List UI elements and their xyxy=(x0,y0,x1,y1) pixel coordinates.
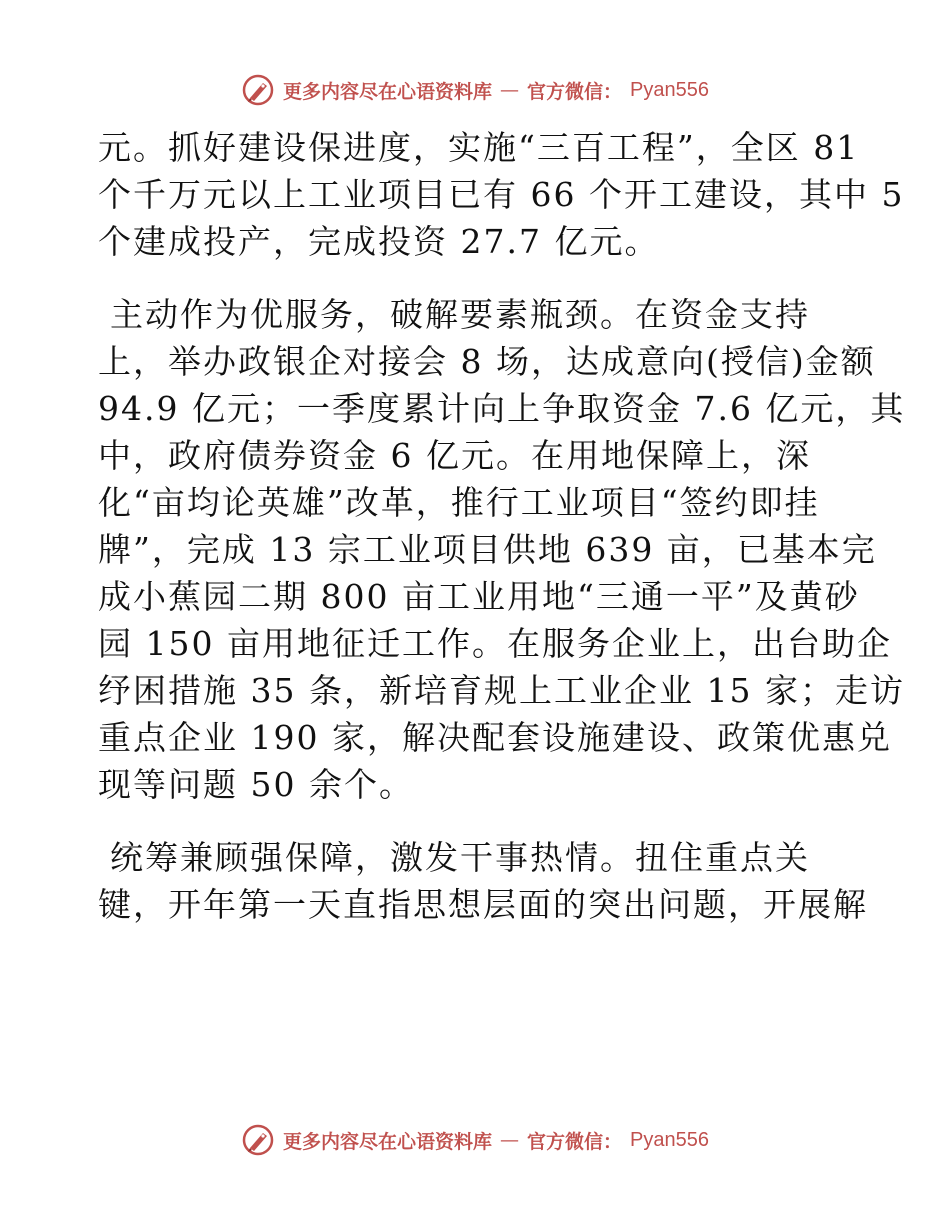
text-line: 个千万元以上工业项目已有 66 个开工建设，其中 5 xyxy=(98,175,905,214)
watermark-separator: — xyxy=(500,79,520,101)
pen-nib-logo-icon xyxy=(241,1123,275,1157)
watermark-text: 更多内容尽在心语资料库 xyxy=(283,80,493,103)
text-line: 重点企业 190 家，解决配套设施建设、政策优惠兑 xyxy=(98,718,892,757)
text-line: 主动作为优服务，破解要素瓶颈。在资金支持 xyxy=(110,295,810,334)
text-line: 现等问题 50 余个。 xyxy=(98,765,414,804)
text-line: 牌”，完成 13 宗工业项目供地 639 亩，已基本完 xyxy=(98,530,877,569)
text-line: 元。抓好建设保进度，实施“三百工程”，全区 81 xyxy=(98,128,860,167)
paragraph-1 xyxy=(98,124,905,265)
paragraph-3 xyxy=(98,834,868,928)
text-line: 94.9 亿元；一季度累计向上争取资金 7.6 亿元，其 xyxy=(98,389,906,428)
text-line: 纾困措施 35 条，新培育规上工业企业 15 家；走访 xyxy=(98,671,905,710)
text-line: 成小蕉园二期 800 亩工业用地“三通一平”及黄砂 xyxy=(98,577,860,616)
text-line: 键，开年第一天直指思想层面的突出问题，开展解 xyxy=(98,885,868,924)
header-watermark xyxy=(0,70,950,110)
text-line: 化“亩均论英雄”改革，推行工业项目“签约即挂 xyxy=(98,483,820,522)
watermark-account-label: 官方微信： xyxy=(527,80,623,103)
watermark-separator: — xyxy=(500,1129,520,1151)
document-body xyxy=(98,124,906,928)
text-line: 上，举办政银企对接会 8 场，达成意向(授信)金额 xyxy=(98,342,876,381)
pen-nib-logo-icon xyxy=(241,73,275,107)
watermark-text: 更多内容尽在心语资料库 xyxy=(283,1130,493,1153)
watermark-account-label: 官方微信： xyxy=(527,1130,623,1153)
text-line: 统筹兼顾强保障，激发干事热情。扭住重点关 xyxy=(110,838,810,877)
text-line: 个建成投产，完成投资 27.7 亿元。 xyxy=(98,222,660,261)
watermark-account-id: Pyan556 xyxy=(630,1128,709,1151)
watermark-account-id: Pyan556 xyxy=(630,78,709,101)
paragraph-2 xyxy=(98,291,906,808)
text-line: 园 150 亩用地征迁工作。在服务企业上，出台助企 xyxy=(98,624,892,663)
footer-watermark xyxy=(0,1120,950,1160)
text-line: 中，政府债券资金 6 亿元。在用地保障上，深 xyxy=(98,436,811,475)
